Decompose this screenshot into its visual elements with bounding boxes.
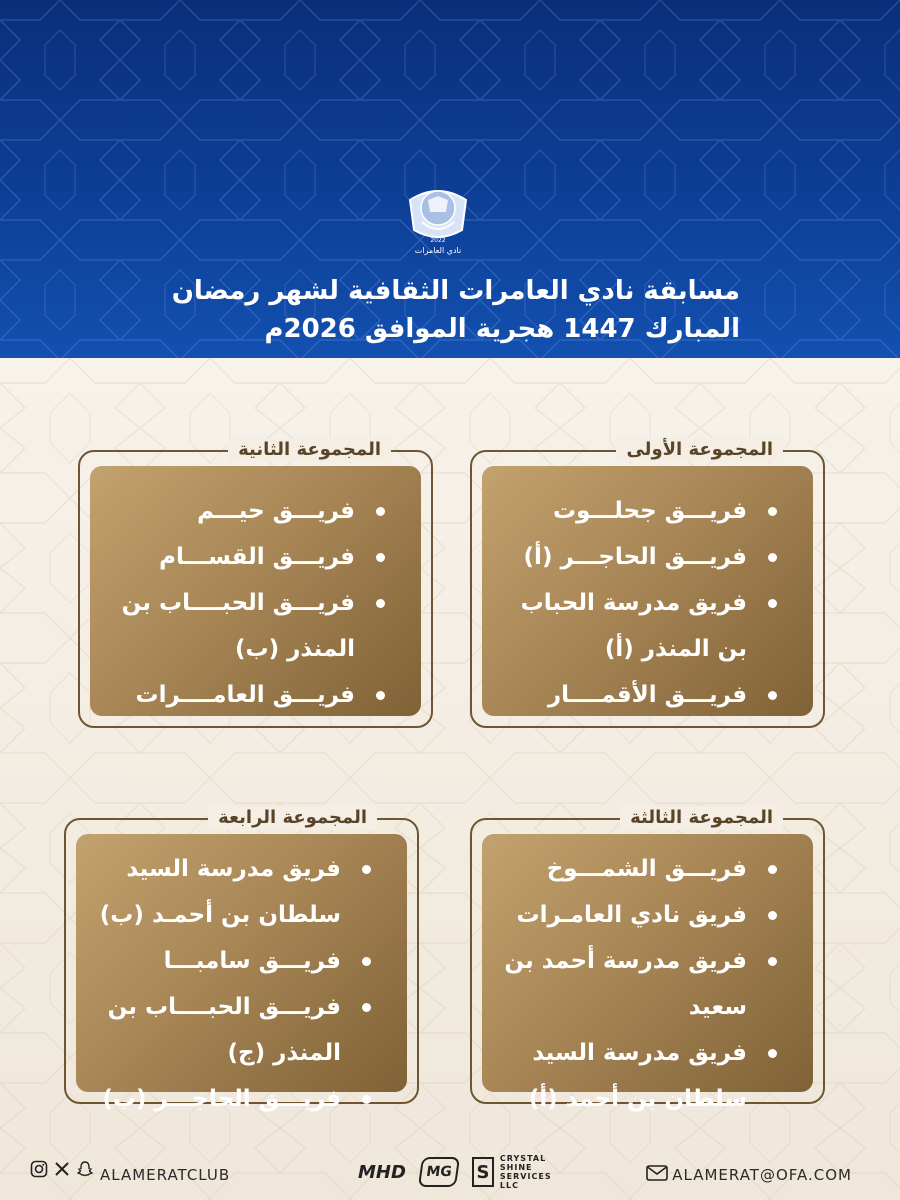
group-label: المجموعة الثانية bbox=[228, 438, 391, 462]
group-card-4 bbox=[64, 807, 419, 1112]
team-item: فريـــق الأقمــــار bbox=[498, 672, 781, 718]
group-label: المجموعة الرابعة bbox=[208, 806, 377, 830]
group-label: المجموعة الثالثة bbox=[620, 806, 783, 830]
snapchat-icon[interactable] bbox=[76, 1160, 94, 1178]
footer bbox=[0, 1150, 900, 1200]
group-card-1 bbox=[470, 439, 825, 728]
team-item: فريق نادي العامـرات bbox=[498, 892, 781, 938]
sponsor-logos bbox=[358, 1154, 560, 1190]
instagram-icon[interactable] bbox=[30, 1160, 48, 1178]
group-card-3 bbox=[470, 807, 825, 1112]
social-icons bbox=[30, 1160, 94, 1178]
club-crest-icon bbox=[400, 178, 476, 258]
team-item: فريـــق حيـــم bbox=[106, 488, 389, 534]
team-item: فريق مدرسة السيد سلطان بن أحمـد (ب) bbox=[92, 846, 375, 938]
svg-text:نادي العامرات: نادي العامرات bbox=[414, 246, 462, 255]
x-twitter-icon[interactable] bbox=[54, 1161, 70, 1177]
team-item: فريـــق سامبـــا bbox=[92, 938, 375, 984]
mail-icon bbox=[646, 1164, 668, 1182]
team-item: فريـــق الشمـــوخ bbox=[498, 846, 781, 892]
crystal-s-icon: S bbox=[472, 1157, 494, 1187]
social-handle[interactable]: ALAMERATCLUB bbox=[100, 1166, 231, 1184]
team-item: فريـــق العامــــرات bbox=[106, 672, 389, 718]
svg-text:2022: 2022 bbox=[430, 237, 446, 244]
group-panel bbox=[482, 834, 813, 1112]
team-list bbox=[92, 846, 375, 1122]
page-title bbox=[100, 272, 740, 348]
team-list bbox=[498, 846, 781, 1122]
team-list bbox=[106, 488, 389, 718]
team-list bbox=[498, 488, 781, 718]
team-item: فريق مدرسة الحباب بن المنذر (أ) bbox=[498, 580, 781, 672]
team-item: فريـــق الحاجـــر (ب) bbox=[92, 1076, 375, 1122]
contact-email[interactable]: ALAMERAT@OFA.COM bbox=[672, 1166, 852, 1184]
sponsor-mhd-logo: MHD bbox=[358, 1161, 406, 1183]
title-line-1: مسابقة نادي العامرات الثقافية لشهر رمضان bbox=[171, 276, 740, 306]
title-line-2: المبارك 1447 هجرية الموافق 2026م bbox=[264, 314, 740, 344]
header-banner bbox=[0, 0, 900, 358]
group-panel bbox=[482, 466, 813, 716]
club-logo bbox=[400, 178, 476, 258]
team-item: فريق مدرسة أحمد بن سعيد bbox=[498, 938, 781, 1030]
team-item: فريـــق جحلـــوت bbox=[498, 488, 781, 534]
group-card-2 bbox=[78, 439, 433, 728]
group-panel bbox=[76, 834, 407, 1112]
team-item: فريـــق القســـام bbox=[106, 534, 389, 580]
team-item: فريـــق الحاجـــر (أ) bbox=[498, 534, 781, 580]
team-item: فريـــق الحبــــاب بن المنذر (ب) bbox=[106, 580, 389, 672]
group-panel bbox=[90, 466, 421, 716]
team-item: فريق مدرسة السيد سلطان بن أحمد (أ) bbox=[498, 1030, 781, 1122]
group-label: المجموعة الأولى bbox=[616, 438, 783, 462]
sponsor-crystal-logo: S CRYSTAL SHINE SERVICES LLC bbox=[472, 1154, 560, 1190]
team-item: فريـــق الحبــــاب بن المنذر (ج) bbox=[92, 984, 375, 1076]
sponsor-mg-logo: MG bbox=[418, 1157, 460, 1187]
